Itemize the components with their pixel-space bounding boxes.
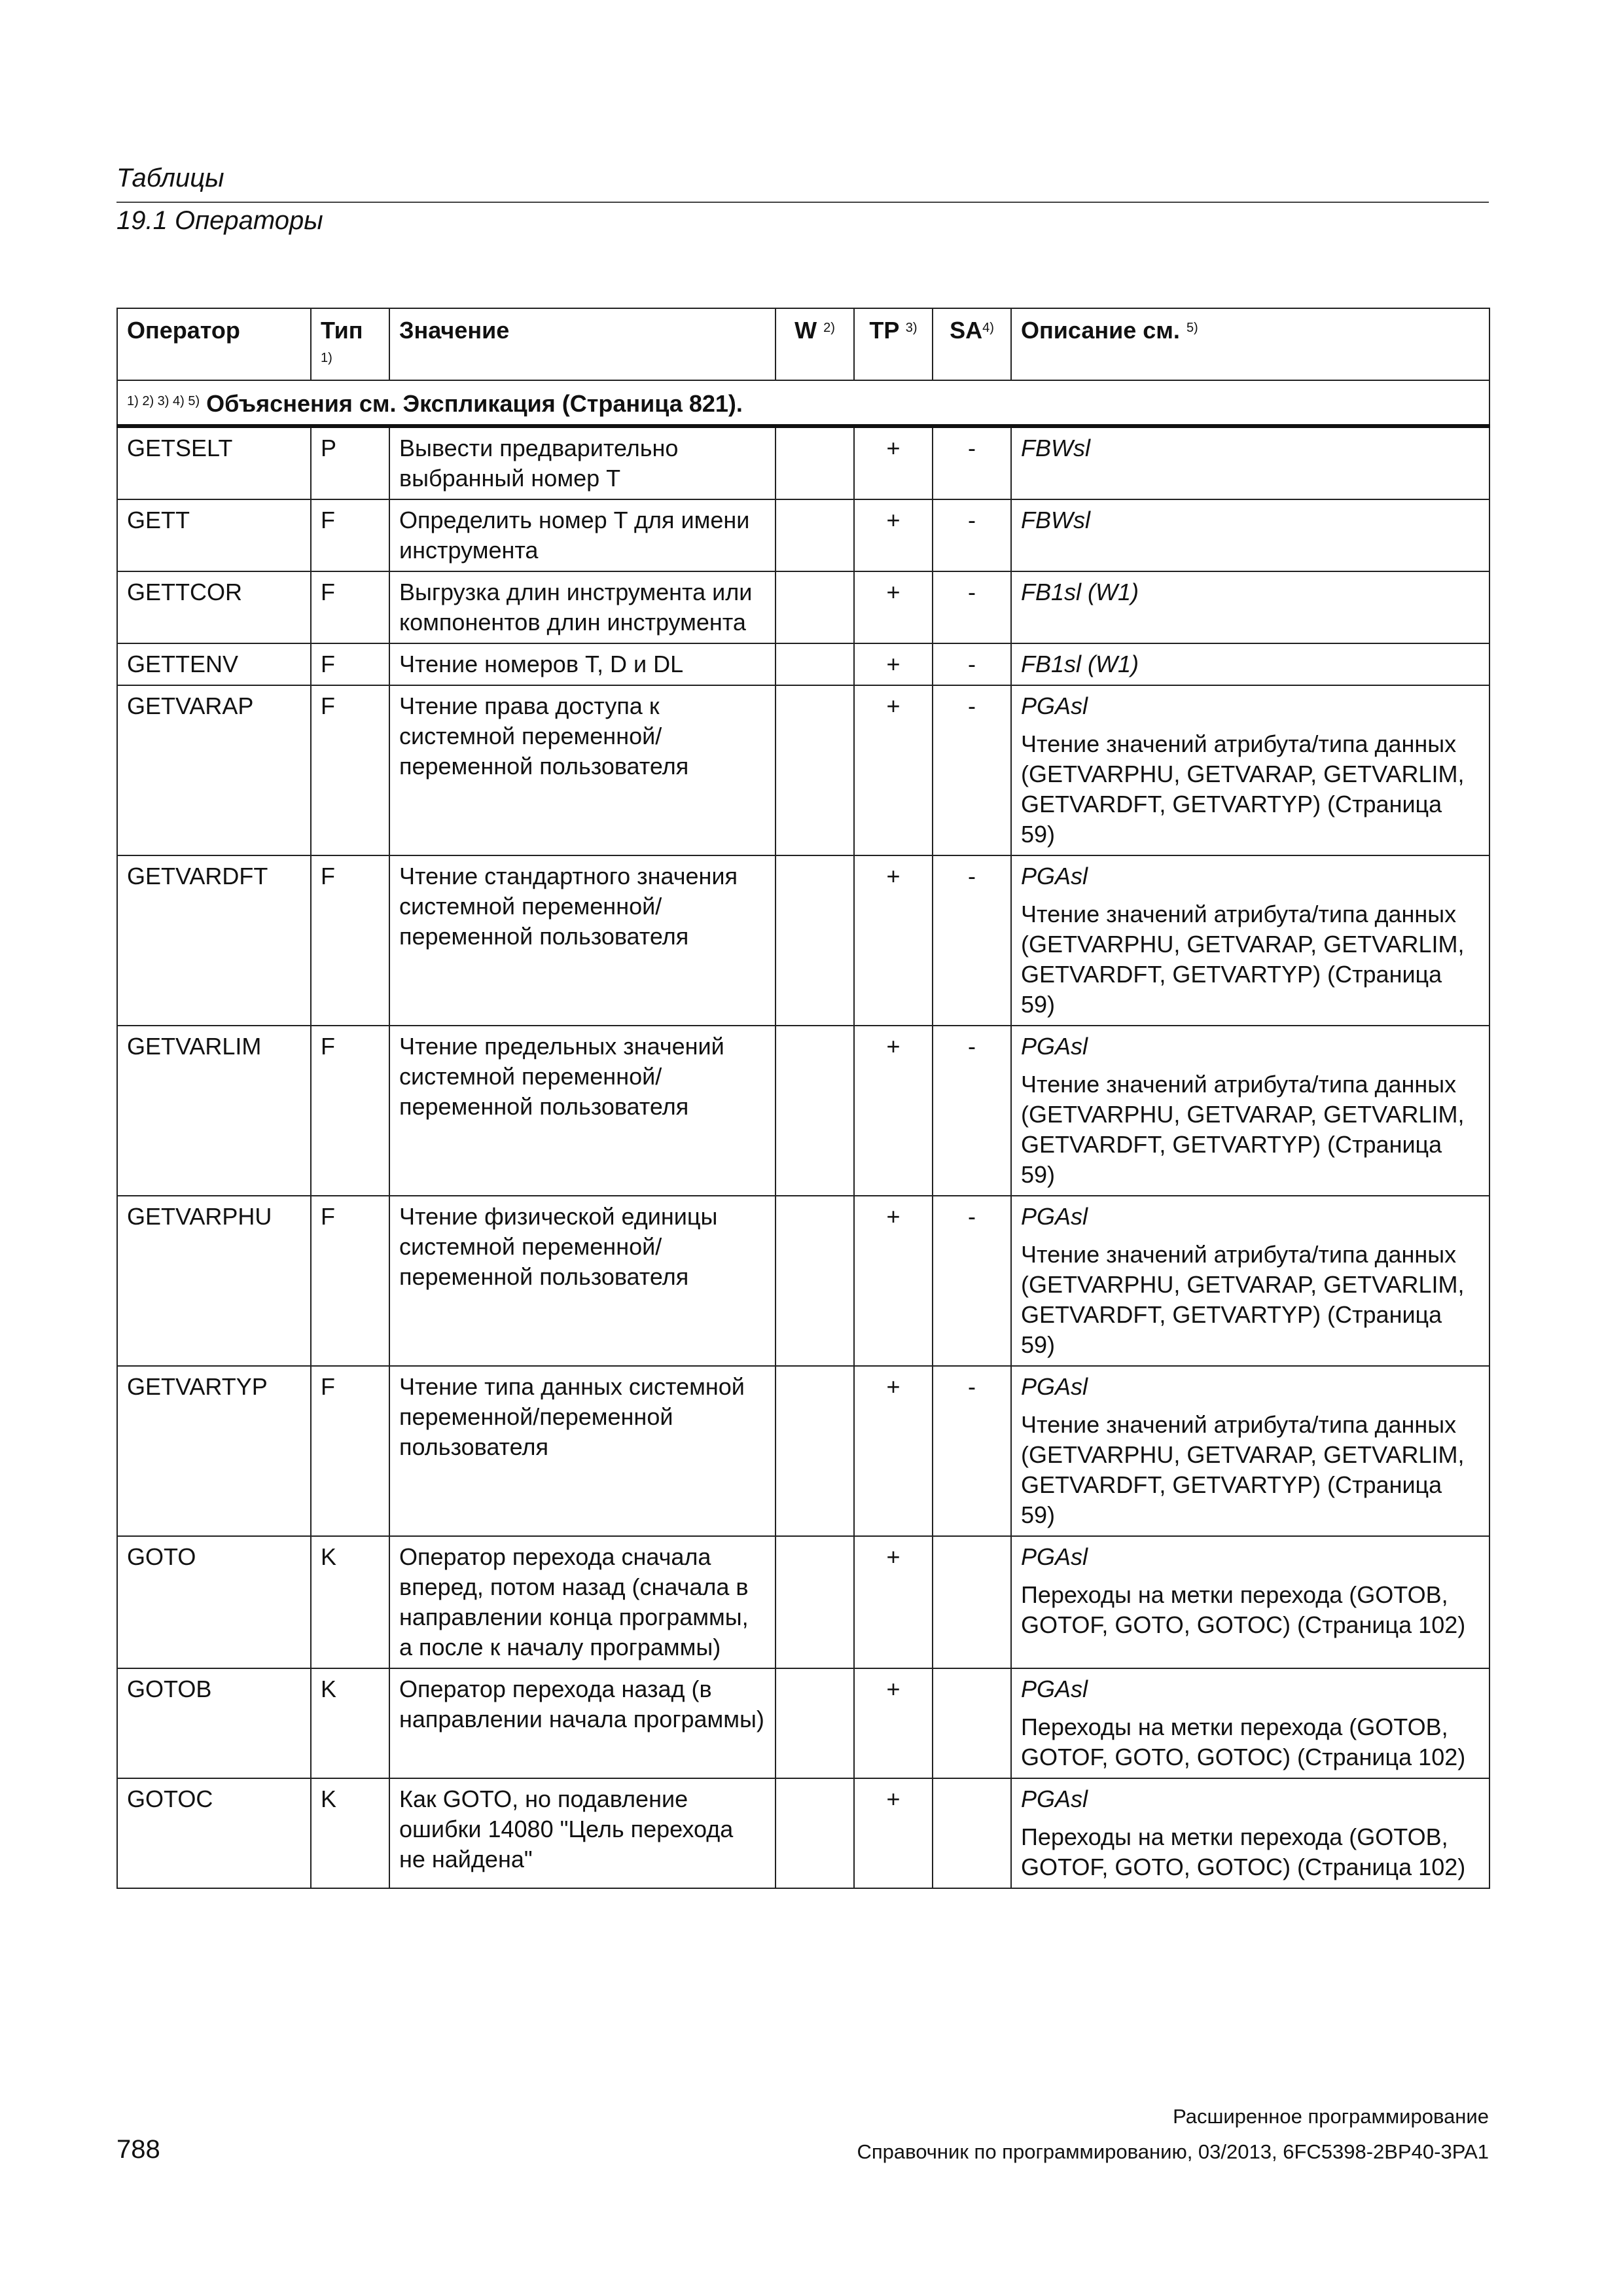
cell-description: [1011, 855, 1489, 1026]
cell-operator: GOTO: [117, 1536, 311, 1668]
cell-meaning: Чтение предельных значений системной переменной/переменной пользователя: [389, 1026, 776, 1196]
cell-tp: +: [854, 1778, 933, 1888]
cell-type: F: [311, 499, 389, 571]
cell-type: F: [311, 571, 389, 643]
col-header-operator: Оператор: [117, 308, 311, 380]
cell-tp: +: [854, 643, 933, 685]
cell-sa: -: [933, 1196, 1011, 1366]
cell-operator: GETVARLIM: [117, 1026, 311, 1196]
cell-type: K: [311, 1668, 389, 1778]
table-note: $^{1) 2) 3) 4) 5)}$ Объяснения см. Экспликация (Страница 821).: [117, 380, 1489, 426]
cell-description: [1011, 499, 1489, 571]
cell-tp: +: [854, 426, 933, 499]
cell-tp: +: [854, 855, 933, 1026]
cell-tp: +: [854, 1366, 933, 1536]
col-header-w: W $^{2)}$: [776, 308, 854, 380]
cell-operator: GETSELT: [117, 426, 311, 499]
cell-type: F: [311, 643, 389, 685]
reference-text: PGAsl: [1021, 1203, 1088, 1230]
reference-text: FBWsl: [1021, 435, 1090, 461]
cell-tp: +: [854, 685, 933, 855]
table-row: [117, 1366, 1489, 1536]
cell-operator: GETTCOR: [117, 571, 311, 643]
footer-subtitle: Справочник по программированию, 03/2013, 6FC5398-2BP40-3PA1: [857, 2140, 1489, 2163]
cell-w: [776, 1366, 854, 1536]
description-link-text: Переходы на метки перехода (GOTOB, GOTOF, GOTO, GOTOC) (Страница 102): [1021, 1581, 1466, 1638]
cell-tp: +: [854, 1026, 933, 1196]
table-row: [117, 643, 1489, 685]
cell-sa: -: [933, 685, 1011, 855]
cell-meaning: Вывести предварительно выбранный номер T: [389, 426, 776, 499]
cell-sa: -: [933, 643, 1011, 685]
table-row: [117, 1026, 1489, 1196]
cell-meaning: Оператор перехода назад (в направлении начала программы): [389, 1668, 776, 1778]
col-header-tp: TP $^{3)}$: [854, 308, 933, 380]
cell-type: K: [311, 1778, 389, 1888]
cell-sa: [933, 1536, 1011, 1668]
cell-tp: +: [854, 499, 933, 571]
description-link-text: Чтение значений атрибута/типа данных (GETVARPHU, GETVARAP, GETVARLIM, GETVARDFT, GETVARTYP) (Страница 59): [1021, 730, 1465, 848]
description-link-text: Переходы на метки перехода (GOTOB, GOTOF, GOTO, GOTOC) (Страница 102): [1021, 1823, 1466, 1880]
cell-meaning: Определить номер T для имени инструмента: [389, 499, 776, 571]
cell-description: [1011, 571, 1489, 643]
footer-title: Расширенное программирование: [1173, 2105, 1489, 2128]
cell-meaning: Чтение физической единицы системной переменной/переменной пользователя: [389, 1196, 776, 1366]
reference-text: FBWsl: [1021, 507, 1090, 533]
cell-description: [1011, 1196, 1489, 1366]
description-link-text: Чтение значений атрибута/типа данных (GETVARPHU, GETVARAP, GETVARLIM, GETVARDFT, GETVARTYP) (Страница 59): [1021, 1071, 1465, 1188]
cell-operator: GETVARPHU: [117, 1196, 311, 1366]
cell-description: [1011, 1026, 1489, 1196]
cell-type: F: [311, 685, 389, 855]
cell-description: [1011, 685, 1489, 855]
cell-meaning: Оператор перехода сначала вперед, потом назад (сначала в направлении конца программы, а после к началу программы): [389, 1536, 776, 1668]
cell-tp: +: [854, 1536, 933, 1668]
cell-sa: -: [933, 855, 1011, 1026]
cell-w: [776, 1668, 854, 1778]
cell-meaning: Чтение номеров T, D и DL: [389, 643, 776, 685]
reference-text: PGAsl: [1021, 863, 1088, 889]
cell-tp: +: [854, 1196, 933, 1366]
cell-w: [776, 1196, 854, 1366]
reference-text: PGAsl: [1021, 1373, 1088, 1400]
table-row: [117, 1536, 1489, 1668]
cell-sa: -: [933, 499, 1011, 571]
cell-w: [776, 1026, 854, 1196]
cell-sa: [933, 1778, 1011, 1888]
col-header-type: Тип $^{1)}$: [311, 308, 389, 380]
cell-meaning: Как GOTO, но подавление ошибки 14080 "Цель перехода не найдена": [389, 1778, 776, 1888]
table-body: [117, 426, 1489, 1888]
table-header-row: [117, 308, 1489, 380]
cell-meaning: Чтение права доступа к системной переменной/переменной пользователя: [389, 685, 776, 855]
cell-type: P: [311, 426, 389, 499]
cell-type: F: [311, 855, 389, 1026]
cell-tp: +: [854, 1668, 933, 1778]
cell-operator: GOTOC: [117, 1778, 311, 1888]
table-row: [117, 499, 1489, 571]
table-row: [117, 685, 1489, 855]
cell-description: [1011, 1536, 1489, 1668]
cell-w: [776, 499, 854, 571]
col-header-meaning: Значение: [389, 308, 776, 380]
header-divider: [116, 202, 1489, 203]
cell-operator: GETVARDFT: [117, 855, 311, 1026]
cell-operator: GETT: [117, 499, 311, 571]
cell-w: [776, 643, 854, 685]
cell-sa: -: [933, 1026, 1011, 1196]
operators-table: [116, 308, 1490, 1889]
cell-w: [776, 571, 854, 643]
cell-description: [1011, 426, 1489, 499]
cell-description: [1011, 1778, 1489, 1888]
cell-meaning: Выгрузка длин инструмента или компонентов длин инструмента: [389, 571, 776, 643]
reference-text: PGAsl: [1021, 1676, 1088, 1702]
cell-type: F: [311, 1366, 389, 1536]
reference-text: PGAsl: [1021, 692, 1088, 719]
cell-operator: GETVARAP: [117, 685, 311, 855]
col-header-description: Описание см. $^{5)}$: [1011, 308, 1489, 380]
cell-description: [1011, 643, 1489, 685]
table-note-row: [117, 380, 1489, 426]
cell-operator: GOTOB: [117, 1668, 311, 1778]
table-row: [117, 1778, 1489, 1888]
cell-operator: GETVARTYP: [117, 1366, 311, 1536]
cell-type: K: [311, 1536, 389, 1668]
cell-w: [776, 1778, 854, 1888]
cell-sa: -: [933, 571, 1011, 643]
col-header-sa: SA$^{4)}$: [933, 308, 1011, 380]
cell-w: [776, 685, 854, 855]
cell-w: [776, 855, 854, 1026]
cell-operator: GETTENV: [117, 643, 311, 685]
reference-text: PGAsl: [1021, 1033, 1088, 1060]
description-link-text: Чтение значений атрибута/типа данных (GETVARPHU, GETVARAP, GETVARLIM, GETVARDFT, GETVARTYP) (Страница 59): [1021, 901, 1465, 1018]
page-number: 788: [116, 2135, 160, 2164]
reference-text: FB1sl (W1): [1021, 579, 1139, 605]
cell-sa: [933, 1668, 1011, 1778]
cell-sa: -: [933, 426, 1011, 499]
chapter-title: Таблицы: [116, 164, 224, 192]
section-title: 19.1 Операторы: [116, 206, 323, 235]
cell-w: [776, 1536, 854, 1668]
cell-tp: +: [854, 571, 933, 643]
cell-description: [1011, 1366, 1489, 1536]
cell-meaning: Чтение типа данных системной переменной/переменной пользователя: [389, 1366, 776, 1536]
table-row: [117, 426, 1489, 499]
reference-text: PGAsl: [1021, 1785, 1088, 1812]
cell-description: [1011, 1668, 1489, 1778]
reference-text: PGAsl: [1021, 1543, 1088, 1570]
cell-type: F: [311, 1196, 389, 1366]
cell-type: F: [311, 1026, 389, 1196]
cell-sa: -: [933, 1366, 1011, 1536]
reference-text: FB1sl (W1): [1021, 651, 1139, 677]
cell-w: [776, 426, 854, 499]
description-link-text: Чтение значений атрибута/типа данных (GETVARPHU, GETVARAP, GETVARLIM, GETVARDFT, GETVARTYP) (Страница 59): [1021, 1241, 1465, 1358]
cell-meaning: Чтение стандартного значения системной переменной/переменной пользователя: [389, 855, 776, 1026]
table-row: [117, 1668, 1489, 1778]
description-link-text: Переходы на метки перехода (GOTOB, GOTOF, GOTO, GOTOC) (Страница 102): [1021, 1713, 1466, 1770]
table-row: [117, 855, 1489, 1026]
table-row: [117, 1196, 1489, 1366]
description-link-text: Чтение значений атрибута/типа данных (GETVARPHU, GETVARAP, GETVARLIM, GETVARDFT, GETVARTYP) (Страница 59): [1021, 1411, 1465, 1528]
table-row: [117, 571, 1489, 643]
